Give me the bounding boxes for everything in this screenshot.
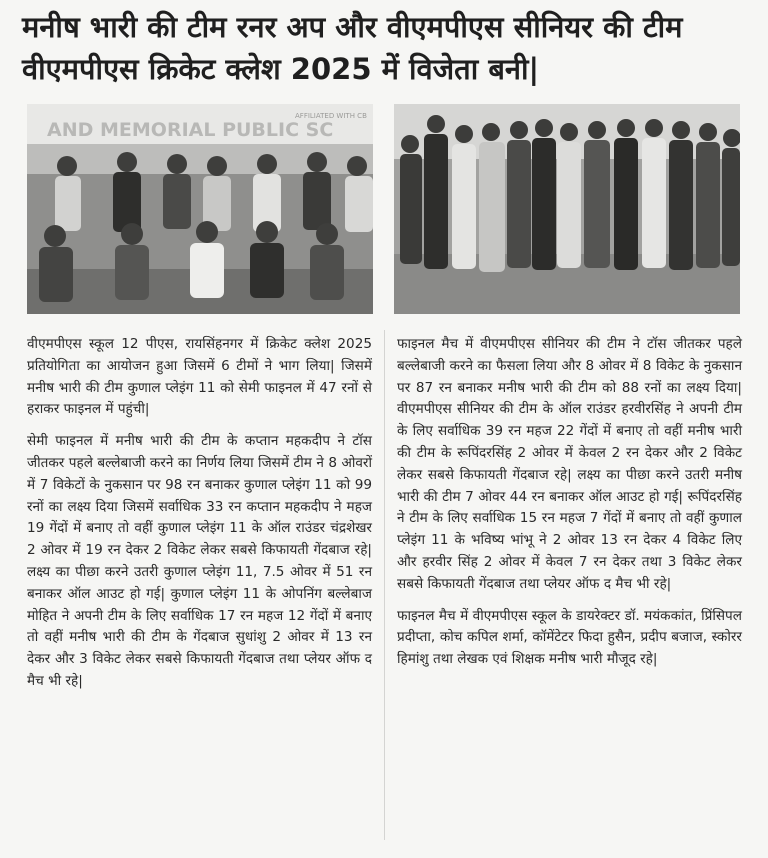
paragraph: फाइनल मैच में वीएमपीएस स्कूल के डायरेक्टर डॉ. मयंककांत, प्रिंसिपल प्रदीप्ता, कोच कपिल शर्मा, कॉमेंटेटर फिदा हुसैन, प्रदीप बजाज, स्कोरर हिमांशु तथा लेखक एवं शिक्षक मनीष भारी मौजूद रहे| [397,607,742,668]
article-column-right [397,334,742,681]
column-divider [384,330,385,840]
runner-up-team-photo [27,104,373,314]
paragraph: सेमी फाइनल में मनीष भारी की टीम के कप्तान महकदीप ने टॉस जीतकर पहले बल्लेबाजी करने का निर्णय लिया जिसमें टीम ने 8 ओवरों में 7 विकेटों के नुकसान पर 98 रन बनाकर कुणाल प्लेइंग 11 को 99 रनों का लक्ष्य दिया जिसमें सर्वाधिक 33 रन कप्तान महकदीप ने महज 19 गेंदों में बनाए तो वहीं कुणाल प्लेइंग 11 के ऑल राउंडर चंद्रशेखर 2 ओवर में 19 रन देकर 2 विकेट लेकर सबसे किफायती गेंदबाज रहे| लक्ष्य का पीछा करने उतरी कुणाल प्लेइंग 11, 7.5 ओवर में 51 रन बनाकर ऑल आउट हो गई| कुणाल प्लेइंग 11 के ओपनिंग बल्लेबाज मोहित ने अपनी टीम के लिए सर्वाधिक 17 रन महज 12 गेंदों में बनाए तो वहीं मनीष भारी की टीम के गेंदबाज सुधांशु 2 ओवर में 13 रन देकर और 3 विकेट लेकर सबसे किफायती गेंदबाज तथा प्लेयर ऑफ द मैच भी रहे| [27,433,372,689]
article-column-left [27,334,372,703]
school-banner-text: AND MEMORIAL PUBLIC SC [47,119,334,141]
winner-team-photo [394,104,740,314]
paragraph: फाइनल मैच में वीएमपीएस सीनियर की टीम ने टॉस जीतकर पहले बल्लेबाजी करने का फैसला लिया और 8 ओवर में 8 विकेट के नुकसान पर 87 रन बनाकर मनीष भारी की टीम को 88 रनों का लक्ष्य दिया| वीएमपीएस सीनियर की टीम के ऑल राउंडर हरवीरसिंह ने अपनी टीम के लिए सर्वाधिक 39 रन महज 22 गेंदों में बनाए तो वहीं मनीष भारी की टीम के रूपिंदरसिंह 2 ओवर में केवल 2 रन देकर और 2 विकेट लेकर सबसे किफायती गेंदबाज रहे| लक्ष्य का पीछा करने उतरी मनीष भारी की टीम 7 ओवर 44 रन बनाकर ऑल आउट हो गई| रूपिंदरसिंह ने टीम के लिए सर्वाधिक 15 रन महज 7 गेंदों में बनाए तो वहीं कुणाल प्लेइंग 11 के भविष्य भांभू ने 2 ओवर 13 रन देकर 4 विकेट लिए और हरवीर सिंह 2 ओवर में केवल 7 रन देकर तथा 3 विकेट लेकर सबसे किफायती गेंदबाज तथा प्लेयर ऑफ द मैच भी रहे| [397,336,742,592]
school-affiliation-text: AFFILIATED WITH CB [295,112,367,120]
paragraph: वीएमपीएस स्कूल 12 पीएस, रायसिंहनगर में क्रिकेट क्लेश 2025 प्रतियोगिता का आयोजन हुआ जिसमें 6 टीमों ने भाग लिया| जिसमें मनीष भारी की टीम कुणाल प्लेइंग 11 को सेमी फाइनल में 47 रनों से हराकर फाइनल में पहुंची| [27,336,372,418]
headline: मनीष भारी की टीम रनर अप और वीएमपीएस सीनियर की टीम वीएमपीएस क्रिकेट क्लेश 2025 में विजेता बनी| [22,10,683,86]
